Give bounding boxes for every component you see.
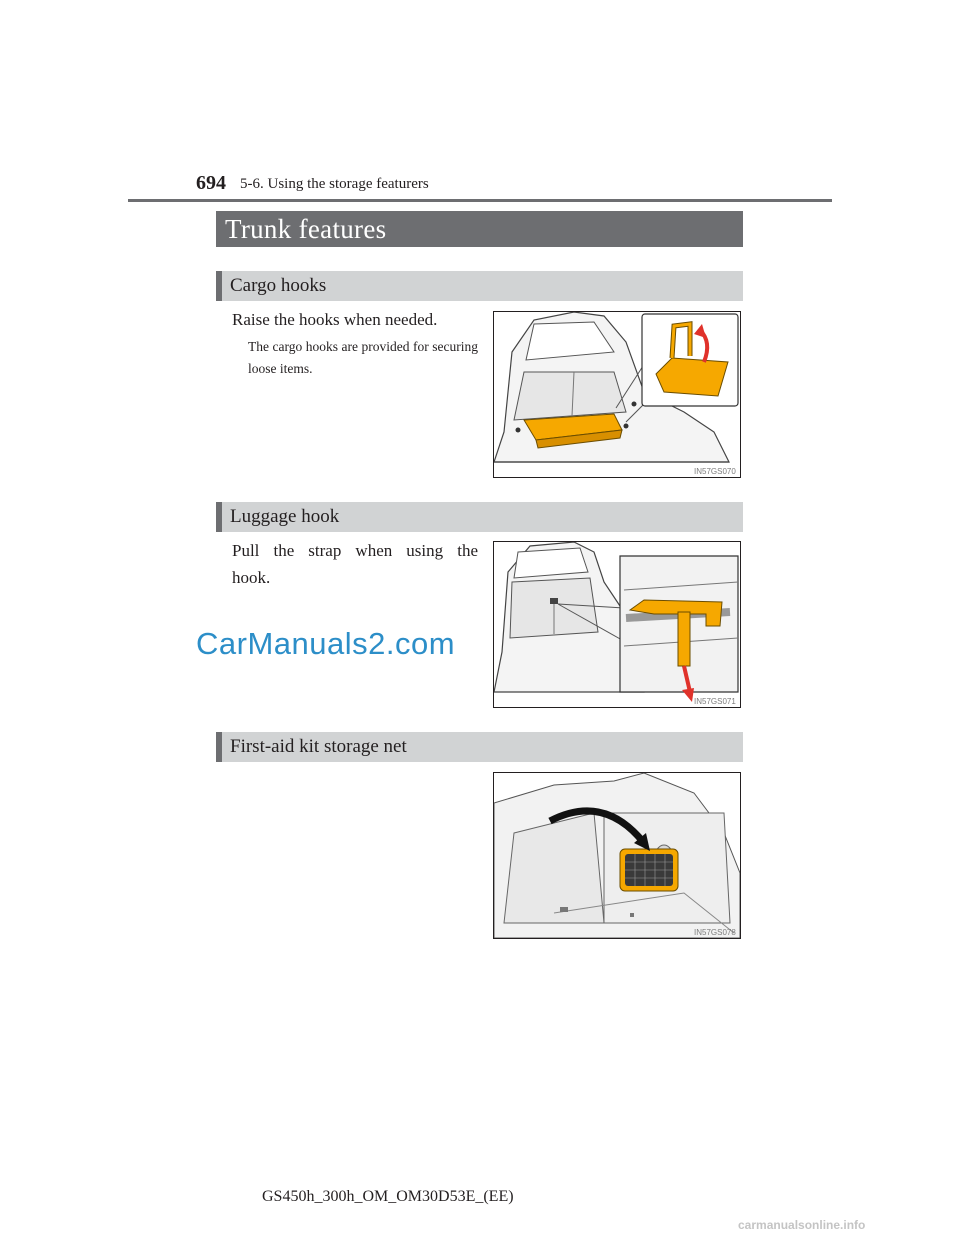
illustration-first-aid-net	[493, 772, 741, 939]
illustration-luggage-hook	[493, 541, 741, 708]
illustration-code-cargo-hooks: IN57GS070	[694, 467, 736, 476]
illustration-code-luggage-hook: IN57GS071	[694, 697, 736, 706]
header-rule	[128, 199, 832, 202]
illustration-cargo-hooks	[493, 311, 741, 478]
watermark: CarManuals2.com	[196, 626, 456, 661]
page-number: 694	[196, 172, 226, 194]
section-label: 5-6. Using the storage featurers	[240, 176, 429, 192]
heading-first-aid-net: First-aid kit storage net	[216, 732, 743, 762]
footer-site: carmanualsonline.info	[738, 1218, 866, 1232]
page-title: Trunk features	[216, 211, 743, 247]
note-cargo-hooks: The cargo hooks are provided for securing loose items.	[248, 339, 478, 376]
heading-luggage-hook: Luggage hook	[216, 502, 743, 532]
footer-model-code: GS450h_300h_OM_OM30D53E_(EE)	[262, 1188, 514, 1205]
instruction-luggage-hook: Pull the strap when using the hook.	[232, 541, 478, 587]
heading-cargo-hooks: Cargo hooks	[216, 271, 743, 301]
illustration-code-first-aid-net: IN57GS078	[694, 928, 736, 937]
instruction-cargo-hooks: Raise the hooks when needed.	[232, 310, 438, 329]
